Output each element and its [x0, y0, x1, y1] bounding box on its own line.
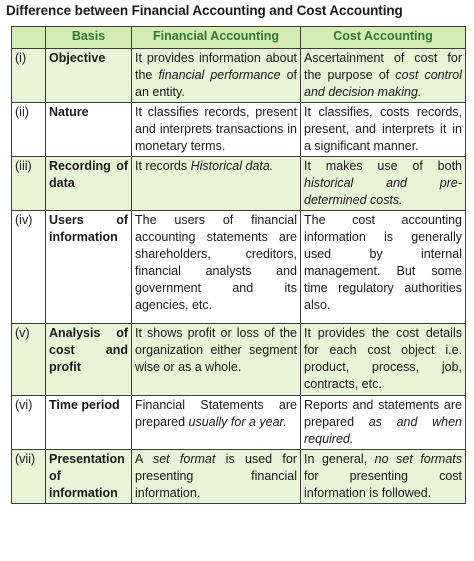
- row-basis: Users of information: [46, 211, 132, 324]
- header-financial-accounting: Financial Accounting: [132, 27, 301, 49]
- page-title: Difference between Financial Accounting and Cost Accounting: [6, 3, 403, 18]
- row-number: (iii): [12, 157, 46, 211]
- cell-text: It shows profit or loss of the organization either segment wise or as a whole.: [135, 326, 297, 374]
- cost-accounting-cell: [301, 103, 466, 157]
- cost-accounting-cell: [301, 324, 466, 396]
- table-row: [12, 396, 466, 450]
- financial-accounting-cell: [132, 324, 301, 396]
- cost-accounting-cell: [301, 396, 466, 450]
- cell-text: It classifies records, present and interprets transactions in monetary terms.: [135, 105, 297, 153]
- cell-text: It makes use of both: [304, 159, 462, 173]
- cost-accounting-cell: [301, 49, 466, 103]
- row-number: (ii): [12, 103, 46, 157]
- financial-accounting-cell: [132, 157, 301, 211]
- financial-accounting-cell: [132, 49, 301, 103]
- financial-accounting-cell: [132, 396, 301, 450]
- row-basis: Presentation of information: [46, 450, 132, 504]
- table-body: [12, 49, 466, 504]
- cell-text: is used for presenting financial information.: [135, 452, 297, 500]
- emphasis-text: usually for a year.: [188, 415, 287, 429]
- cost-accounting-cell: [301, 450, 466, 504]
- row-basis: Recording of data: [46, 157, 132, 211]
- row-number: (v): [12, 324, 46, 396]
- emphasis-text: historical and pre-determined costs.: [304, 176, 462, 207]
- row-basis: Time period: [46, 396, 132, 450]
- cell-text: It provides information about the: [135, 51, 297, 82]
- cell-text: A: [135, 452, 153, 466]
- table-row: [12, 211, 466, 324]
- emphasis-text: financial performance: [158, 68, 281, 82]
- table-row: [12, 103, 466, 157]
- row-basis: Nature: [46, 103, 132, 157]
- cell-text: Financial Statements are prepared: [135, 398, 297, 429]
- row-number: (iv): [12, 211, 46, 324]
- row-number: (i): [12, 49, 46, 103]
- table-header-row: [12, 27, 466, 49]
- financial-accounting-cell: [132, 103, 301, 157]
- cost-accounting-cell: [301, 157, 466, 211]
- table-row: [12, 450, 466, 504]
- emphasis-text: set format: [152, 452, 216, 466]
- cost-accounting-cell: [301, 211, 466, 324]
- emphasis-text: as and when required.: [304, 415, 463, 446]
- row-number: (vii): [12, 450, 46, 504]
- table-row: [12, 324, 466, 396]
- header-basis: Basis: [46, 27, 132, 49]
- financial-accounting-cell: [132, 211, 301, 324]
- header-cost-accounting: Cost Accounting: [301, 27, 466, 49]
- cell-text: It provides the cost details for each cost object i.e. product, process, job, contracts, etc.: [304, 326, 462, 391]
- cell-text: It records: [135, 159, 191, 173]
- header-number: [12, 27, 46, 49]
- comparison-table: [11, 26, 466, 504]
- emphasis-text: Historical data.: [190, 159, 274, 173]
- cell-text: Ascertainment of cost for the purpose of: [304, 51, 462, 82]
- row-basis: Analysis of cost and profit: [46, 324, 132, 396]
- emphasis-text: no set formats: [374, 452, 462, 466]
- table-row: [12, 49, 466, 103]
- cell-text: The cost accounting information is generally used by internal management. But some time regulatory authorities also.: [304, 213, 462, 312]
- row-basis: Objective: [46, 49, 132, 103]
- cell-text: It classifies, costs records, present, and interprets it in a significant manner.: [304, 105, 462, 153]
- cell-text: The users of financial accounting statements are shareholders, creditors, financial analysts and government and its agencies, etc.: [135, 213, 297, 312]
- cell-text: In general,: [304, 452, 375, 466]
- row-number: (vi): [12, 396, 46, 450]
- cell-text: of an entity.: [135, 68, 298, 99]
- financial-accounting-cell: [132, 450, 301, 504]
- emphasis-text: cost control and decision making.: [304, 68, 462, 99]
- cell-text: Reports and statements are prepared: [304, 398, 462, 429]
- cell-text: for presenting cost information is followed.: [304, 469, 462, 500]
- table-row: [12, 157, 466, 211]
